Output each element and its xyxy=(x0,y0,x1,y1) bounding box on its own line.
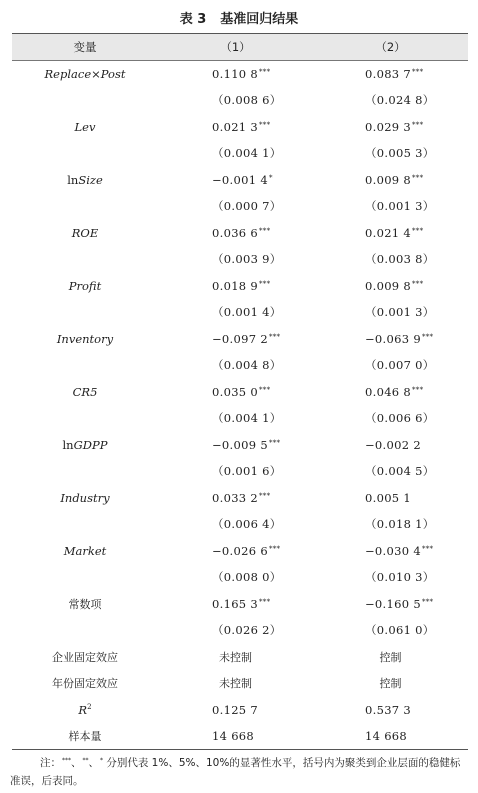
blank-cell xyxy=(12,405,158,432)
blank-cell xyxy=(12,87,158,114)
table-row xyxy=(12,538,468,565)
se-col-1-value: （0.003 9） xyxy=(212,252,282,267)
control-col-1 xyxy=(158,670,313,697)
variable-label: Market xyxy=(63,543,107,558)
coef-col-2-value: 0.009 8 xyxy=(365,172,411,187)
se-col-2-value: （0.018 1） xyxy=(365,517,435,532)
coef-col-1-value: −0.009 5 xyxy=(212,437,268,452)
se-col-2-value: （0.006 6） xyxy=(365,411,435,426)
variable-name xyxy=(12,379,158,406)
table-row xyxy=(12,193,468,220)
coef-col-1 xyxy=(158,167,313,194)
se-col-2 xyxy=(313,352,468,379)
se-col-1 xyxy=(158,352,313,379)
coef-col-2-stars: *** xyxy=(421,544,434,553)
coef-col-1 xyxy=(158,114,313,141)
coef-col-2-stars: *** xyxy=(412,385,424,394)
table-row xyxy=(12,299,468,326)
se-col-2 xyxy=(313,246,468,273)
coef-col-1-value: 0.021 3 xyxy=(212,119,258,134)
coef-col-1 xyxy=(158,432,313,459)
table-row xyxy=(12,114,468,141)
coef-col-2-stars: *** xyxy=(412,173,424,182)
coef-col-1 xyxy=(158,220,313,247)
variable-name xyxy=(12,432,158,459)
table-row xyxy=(12,405,468,432)
coef-col-2-stars: *** xyxy=(412,120,424,129)
variable-name xyxy=(12,485,158,512)
se-col-2-value: （0.024 8） xyxy=(365,93,435,108)
blank-cell xyxy=(12,617,158,644)
coef-col-1 xyxy=(158,326,313,353)
se-col-1 xyxy=(158,193,313,220)
table-row xyxy=(12,167,468,194)
control-col-1-value: 未控制 xyxy=(219,650,252,664)
blank-cell xyxy=(12,511,158,538)
table-row xyxy=(12,617,468,644)
variable-label: Inventory xyxy=(56,331,114,346)
table-row xyxy=(12,61,468,88)
sample-size-col-2 xyxy=(313,723,468,750)
se-col-1 xyxy=(158,246,313,273)
header-col-1: （1） xyxy=(158,34,313,61)
coef-col-1-stars: *** xyxy=(259,226,271,235)
variable-label: Profit xyxy=(68,278,102,293)
coef-col-1-stars: *** xyxy=(259,491,271,500)
variable-label: Replace×Post xyxy=(44,67,126,81)
se-col-1 xyxy=(158,458,313,485)
coef-col-2-value: −0.160 5 xyxy=(365,596,421,611)
coef-col-2-stars: *** xyxy=(421,332,434,341)
table-row xyxy=(12,220,468,247)
blank-cell xyxy=(12,246,158,273)
coef-col-1-value: −0.026 6 xyxy=(212,543,268,558)
r2-symbol: R xyxy=(78,702,88,717)
table-row xyxy=(12,273,468,300)
se-col-1-value: （0.001 4） xyxy=(212,305,282,320)
control-label-value: 年份固定效应 xyxy=(52,677,118,691)
coef-col-1-value: −0.097 2 xyxy=(212,331,268,346)
coef-col-2 xyxy=(313,326,468,353)
se-col-2 xyxy=(313,564,468,591)
coef-col-1-stars: *** xyxy=(259,279,271,288)
note-stars-2: ** xyxy=(82,757,89,764)
se-col-2-value: （0.004 5） xyxy=(365,464,435,479)
blank-cell xyxy=(12,299,158,326)
variable-name xyxy=(12,167,158,194)
coef-col-1-stars: *** xyxy=(268,332,281,341)
coef-col-1 xyxy=(158,379,313,406)
se-col-1 xyxy=(158,405,313,432)
se-col-2 xyxy=(313,299,468,326)
variable-name xyxy=(12,220,158,247)
se-col-1 xyxy=(158,617,313,644)
table-row xyxy=(12,697,468,724)
note-stars-3: *** xyxy=(62,757,71,764)
coef-col-1-value: 0.035 0 xyxy=(212,384,258,399)
variable-label: CR5 xyxy=(72,384,98,399)
control-label xyxy=(12,644,158,671)
table-row xyxy=(12,326,468,353)
coef-col-1-stars: *** xyxy=(268,544,281,553)
r2-col-1 xyxy=(158,697,313,724)
r2-superscript: 2 xyxy=(87,702,92,711)
coef-col-2-value: 0.009 8 xyxy=(365,278,411,293)
r2-label xyxy=(12,697,158,724)
control-label-value: 企业固定效应 xyxy=(52,650,118,664)
se-col-1-value: （0.004 1） xyxy=(212,411,282,426)
coef-col-2-value: −0.030 4 xyxy=(365,543,421,558)
variable-name xyxy=(12,61,158,88)
coef-col-2 xyxy=(313,485,468,512)
table-row xyxy=(12,511,468,538)
variable-prefix: ln xyxy=(67,172,79,187)
se-col-2 xyxy=(313,193,468,220)
se-col-2 xyxy=(313,140,468,167)
coef-col-2-stars: *** xyxy=(412,68,424,76)
coef-col-1 xyxy=(158,273,313,300)
table-row xyxy=(12,670,468,697)
header-col-2: （2） xyxy=(313,34,468,61)
coef-col-1-value: −0.001 4 xyxy=(212,172,268,187)
note-prefix: 注： xyxy=(40,757,61,769)
coef-col-1 xyxy=(158,485,313,512)
coef-col-2 xyxy=(313,591,468,618)
se-col-1 xyxy=(158,299,313,326)
coef-col-2-stars: *** xyxy=(412,279,424,288)
se-col-1-value: （0.000 7） xyxy=(212,199,282,214)
coef-col-1 xyxy=(158,538,313,565)
variable-label: Industry xyxy=(60,490,110,505)
blank-cell xyxy=(12,193,158,220)
se-col-2-value: （0.005 3） xyxy=(365,146,435,161)
coef-col-2 xyxy=(313,538,468,565)
sample-size-label-value: 样本量 xyxy=(68,730,102,743)
coef-col-1-value: 0.033 2 xyxy=(212,490,258,505)
se-col-2-value: （0.001 3） xyxy=(365,305,435,320)
variable-name xyxy=(12,591,158,618)
control-label xyxy=(12,670,158,697)
note-text: 分别代表 1%、5%、10%的显著性水平，括号内为聚类到企业层面的稳健标准误，后表同。 xyxy=(10,757,461,787)
coef-col-2 xyxy=(313,167,468,194)
coef-col-2 xyxy=(313,432,468,459)
control-col-2-value: 控制 xyxy=(379,650,402,664)
table-row xyxy=(12,432,468,459)
se-col-2 xyxy=(313,405,468,432)
se-col-1-value: （0.004 8） xyxy=(212,358,282,373)
table-row xyxy=(12,564,468,591)
se-col-1 xyxy=(158,511,313,538)
se-col-1-value: （0.006 4） xyxy=(212,517,282,532)
variable-label: 常数项 xyxy=(68,597,102,611)
control-col-1-value: 未控制 xyxy=(219,677,252,691)
coef-col-1-stars: * xyxy=(268,173,273,182)
table-row xyxy=(12,140,468,167)
table-row xyxy=(12,723,468,750)
se-col-1-value: （0.008 6） xyxy=(212,93,282,108)
blank-cell xyxy=(12,564,158,591)
header-variable: 变量 xyxy=(12,34,158,61)
table-caption: 基准回归结果 xyxy=(220,12,299,27)
variable-label: Lev xyxy=(74,119,96,134)
variable-name xyxy=(12,114,158,141)
r2-col-2 xyxy=(313,697,468,724)
coef-col-2-stars: *** xyxy=(412,226,424,235)
se-col-1 xyxy=(158,564,313,591)
se-col-1 xyxy=(158,87,313,114)
table-body xyxy=(12,61,468,750)
table-row xyxy=(12,458,468,485)
coef-col-1-stars: *** xyxy=(259,68,271,76)
coef-col-2-value: 0.029 3 xyxy=(365,119,411,134)
coef-col-1-stars: *** xyxy=(259,597,271,606)
table-number: 表 3 xyxy=(179,12,207,27)
coef-col-2 xyxy=(313,379,468,406)
sample-size-col-1-value: 14 668 xyxy=(212,729,255,743)
table-title xyxy=(0,8,478,27)
blank-cell xyxy=(12,458,158,485)
coef-col-1-stars: *** xyxy=(268,438,281,447)
coef-col-2 xyxy=(313,220,468,247)
header-row xyxy=(12,34,468,61)
se-col-2 xyxy=(313,511,468,538)
se-col-2-value: （0.001 3） xyxy=(365,199,435,214)
variable-name xyxy=(12,538,158,565)
coef-col-1-stars: *** xyxy=(259,385,271,394)
blank-cell xyxy=(12,140,158,167)
se-col-1 xyxy=(158,140,313,167)
coef-col-1 xyxy=(158,61,313,88)
variable-label: Size xyxy=(78,172,103,187)
se-col-2-value: （0.003 8） xyxy=(365,252,435,267)
se-col-2 xyxy=(313,617,468,644)
coef-col-2 xyxy=(313,114,468,141)
coef-col-2-value: −0.063 9 xyxy=(365,331,421,346)
regression-table xyxy=(12,33,468,750)
r2-col-1-value: 0.125 7 xyxy=(212,702,258,717)
table-row xyxy=(12,485,468,512)
se-col-1-value: （0.026 2） xyxy=(212,623,282,638)
se-col-1-value: （0.004 1） xyxy=(212,146,282,161)
control-col-2-value: 控制 xyxy=(379,677,402,691)
se-col-2-value: （0.061 0） xyxy=(365,623,435,638)
se-col-2-value: （0.010 3） xyxy=(365,570,435,585)
se-col-2-value: （0.007 0） xyxy=(365,358,435,373)
coef-col-2 xyxy=(313,273,468,300)
r2-col-2-value: 0.537 3 xyxy=(365,702,411,717)
se-col-1-value: （0.001 6） xyxy=(212,464,282,479)
coef-col-2-stars: *** xyxy=(421,597,434,606)
variable-label: ROE xyxy=(71,225,99,240)
se-col-1-value: （0.008 0） xyxy=(212,570,282,585)
se-col-2 xyxy=(313,458,468,485)
table-row xyxy=(12,644,468,671)
table-row xyxy=(12,246,468,273)
coef-col-2-value: 0.046 8 xyxy=(365,384,411,399)
control-col-1 xyxy=(158,644,313,671)
coef-col-2 xyxy=(313,61,468,88)
blank-cell xyxy=(12,352,158,379)
coef-col-1 xyxy=(158,591,313,618)
coef-col-1-value: 0.110 8 xyxy=(212,67,258,81)
table-row xyxy=(12,379,468,406)
sample-size-col-1 xyxy=(158,723,313,750)
se-col-2 xyxy=(313,87,468,114)
coef-col-2-value: 0.083 7 xyxy=(365,67,411,81)
note-sep-2: 、 xyxy=(88,757,99,769)
coef-col-1-stars: *** xyxy=(259,120,271,129)
sample-size-label xyxy=(12,723,158,750)
table-note xyxy=(10,752,470,790)
note-sep-1: 、 xyxy=(71,757,82,769)
control-col-2 xyxy=(313,670,468,697)
coef-col-2-value: −0.002 2 xyxy=(365,437,421,452)
table-row xyxy=(12,352,468,379)
control-col-2 xyxy=(313,644,468,671)
variable-name xyxy=(12,326,158,353)
coef-col-1-value: 0.036 6 xyxy=(212,225,258,240)
variable-label: GDPP xyxy=(73,437,108,452)
coef-col-1-value: 0.165 3 xyxy=(212,596,258,611)
variable-prefix: ln xyxy=(62,437,74,452)
coef-col-1-value: 0.018 9 xyxy=(212,278,258,293)
table-row xyxy=(12,87,468,114)
table-row xyxy=(12,591,468,618)
variable-name xyxy=(12,273,158,300)
coef-col-2-value: 0.005 1 xyxy=(365,490,411,505)
sample-size-col-2-value: 14 668 xyxy=(365,729,408,743)
coef-col-2-value: 0.021 4 xyxy=(365,225,411,240)
note-stars-1: * xyxy=(100,757,103,764)
